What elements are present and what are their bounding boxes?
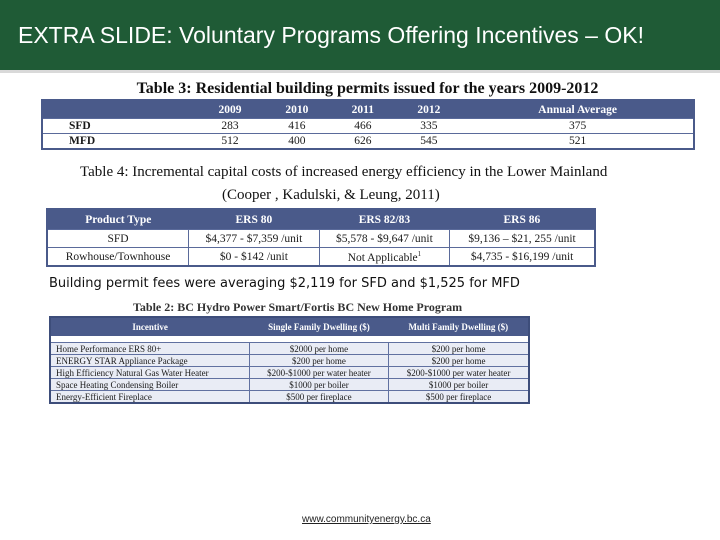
table3-header-cell: Annual Average	[462, 100, 694, 119]
table-cell: $9,136 – $21, 255 /unit	[450, 230, 595, 248]
table-cell: $4,377 - $7,359 /unit	[189, 230, 320, 248]
table-row	[42, 134, 694, 150]
table-cell: 545	[395, 134, 462, 150]
table-cell: $4,735 - $16,199 /unit	[450, 248, 595, 267]
table-cell: Space Heating Condensing Boiler	[50, 379, 249, 391]
table3-header-row	[42, 100, 694, 119]
table-row	[50, 391, 529, 404]
table-cell: $1000 per boiler	[389, 379, 529, 391]
table4-caption: Table 4: Incremental capital costs of increased energy efficiency in the Lower Mainland	[80, 164, 608, 180]
table4-header-cell: Product Type	[47, 209, 189, 230]
table4-header-cell: ERS 86	[450, 209, 595, 230]
table-cell: 283	[197, 119, 264, 134]
table-row	[50, 379, 529, 391]
table-cell: 400	[263, 134, 330, 150]
table-row	[50, 367, 529, 379]
table-cell: Rowhouse/Townhouse	[47, 248, 189, 267]
table2-header-cell: Single Family Dwelling ($)	[249, 317, 388, 336]
table-cell-text: Not Applicable	[347, 251, 418, 264]
table4-header-cell: ERS 80	[189, 209, 320, 230]
table2-header-cell: Incentive	[50, 317, 249, 336]
table-cell: $500 per fireplace	[389, 391, 529, 404]
table-cell: High Efficiency Natural Gas Water Heater	[50, 367, 249, 379]
table-cell: $0 - $142 /unit	[189, 248, 320, 267]
table3-permits	[41, 99, 695, 150]
table-cell: $5,578 - $9,647 /unit	[319, 230, 450, 248]
table3-header-cell: 2012	[395, 100, 462, 119]
table2-incentives	[49, 316, 530, 404]
table3-caption: Table 3: Residential building permits issued for the years 2009-2012	[136, 80, 599, 97]
table2-caption: Table 2: BC Hydro Power Smart/Fortis BC New Home Program	[133, 300, 463, 314]
table-row	[47, 230, 595, 248]
table-cell: MFD	[42, 134, 197, 150]
table-cell: $500 per fireplace	[249, 391, 388, 404]
table-cell: 375	[462, 119, 694, 134]
table-cell: 335	[395, 119, 462, 134]
table-row	[50, 343, 529, 355]
table-cell: $200-$1000 per water heater	[389, 367, 529, 379]
table3-header-cell: 2011	[330, 100, 395, 119]
table-cell: Energy-Efficient Fireplace	[50, 391, 249, 404]
table-row	[42, 119, 694, 134]
table-cell: 521	[462, 134, 694, 150]
permit-fees-note: Building permit fees were averaging $2,119 for SFD and $1,525 for MFD	[49, 276, 520, 291]
table-cell: ENERGY STAR Appliance Package	[50, 355, 249, 367]
table-cell	[319, 248, 450, 267]
table-cell: $200 per home	[389, 355, 529, 367]
table3-header-cell	[42, 100, 197, 119]
table3-header-cell: 2009	[197, 100, 264, 119]
header-divider	[0, 70, 720, 73]
table2-header-cell: Multi Family Dwelling ($)	[389, 317, 529, 336]
table4-citation: (Cooper , Kadulski, & Leung, 2011)	[222, 187, 440, 203]
table-cell: $200 per home	[389, 343, 529, 355]
table4-header-row	[47, 209, 595, 230]
table-cell: 416	[263, 119, 330, 134]
table3-header-cell: 2010	[263, 100, 330, 119]
table-cell: 626	[330, 134, 395, 150]
table-cell: $200-$1000 per water heater	[249, 367, 388, 379]
table2-header-row	[50, 317, 529, 336]
footer-website-link[interactable]: www.communityenergy.bc.ca	[302, 514, 431, 525]
table-cell: 466	[330, 119, 395, 134]
footnote-mark: 1	[417, 249, 422, 258]
table-cell: SFD	[47, 230, 189, 248]
table-cell: 512	[197, 134, 264, 150]
slide-title: EXTRA SLIDE: Voluntary Programs Offering Incentives – OK!	[18, 22, 644, 48]
table-cell: $2000 per home	[249, 343, 388, 355]
table-cell: $1000 per boiler	[249, 379, 388, 391]
table-cell: SFD	[42, 119, 197, 134]
table4-capital-costs	[46, 208, 596, 267]
table-cell: $200 per home	[249, 355, 388, 367]
table-row	[50, 355, 529, 367]
table4-header-cell: ERS 82/83	[319, 209, 450, 230]
table-row	[47, 248, 595, 267]
table-cell: Home Performance ERS 80+	[50, 343, 249, 355]
